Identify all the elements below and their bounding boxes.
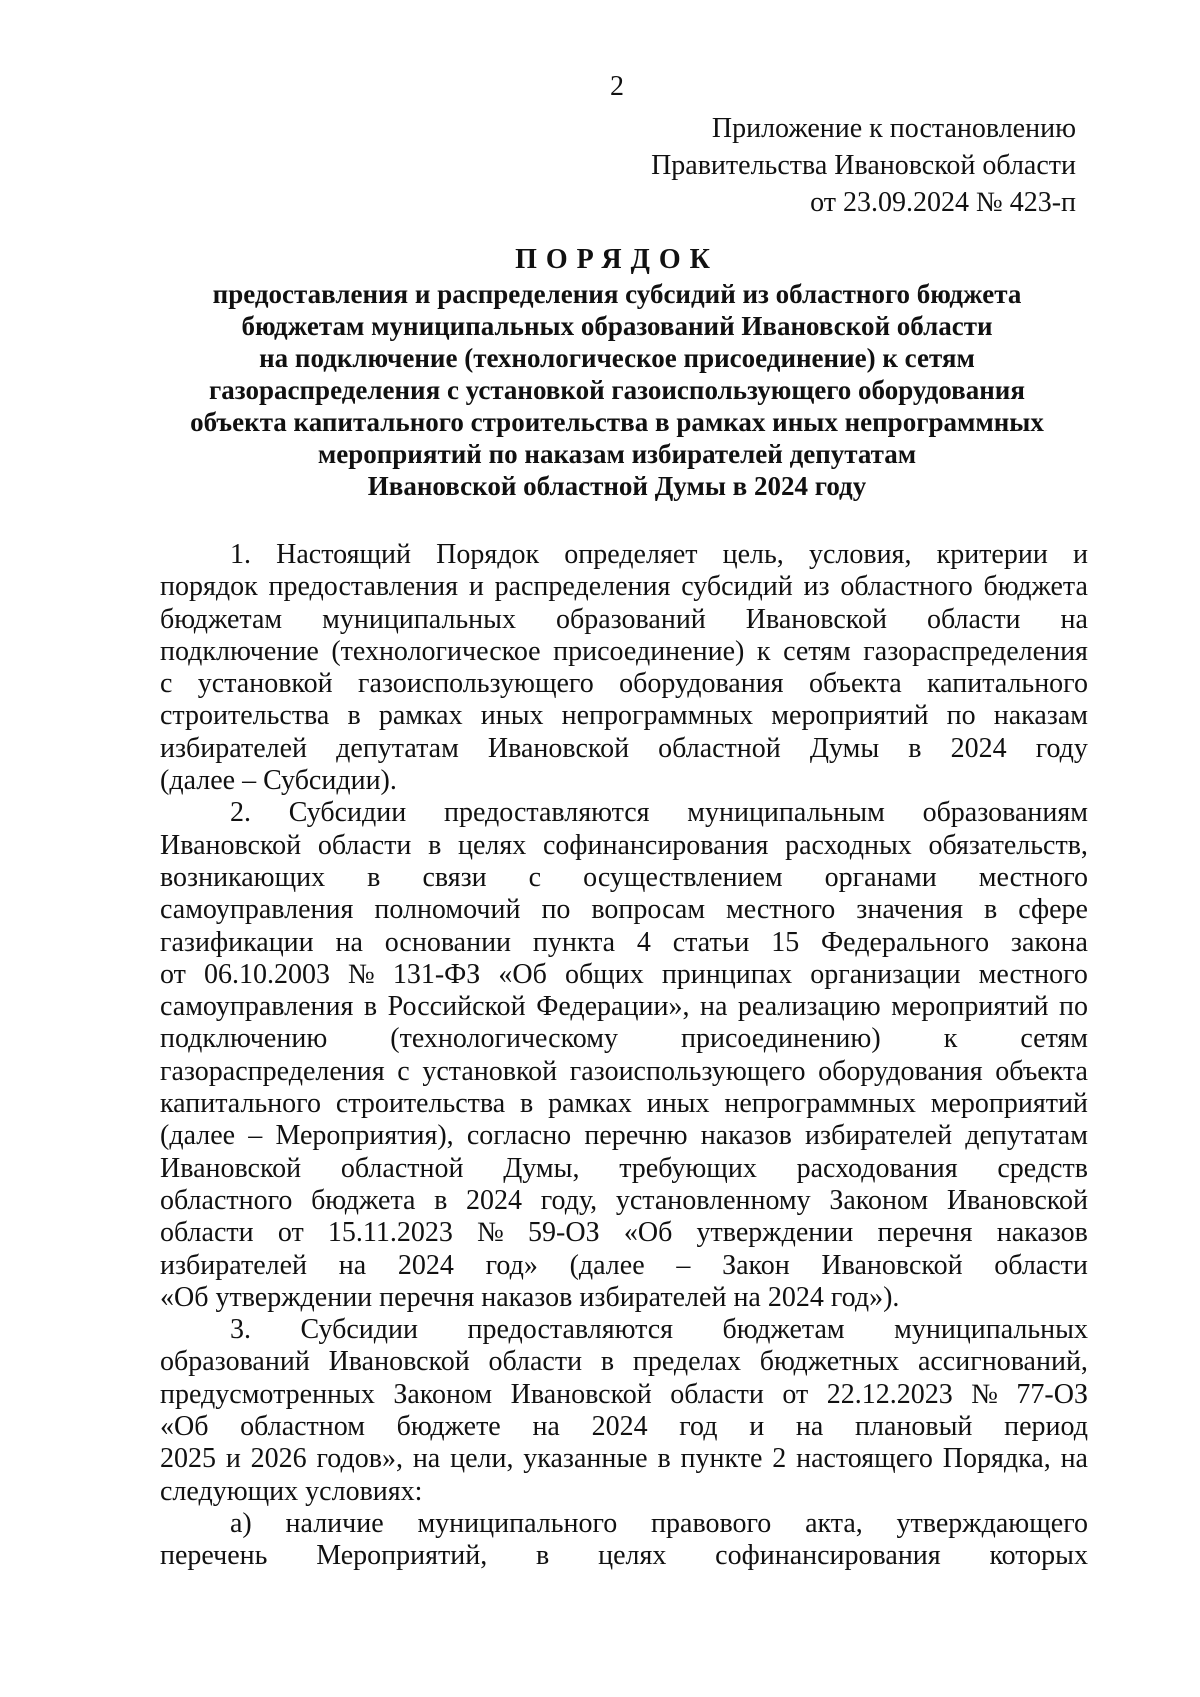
body-line: подключение (технологическое присоединение) к сетям газораспределения bbox=[160, 635, 1088, 667]
body-line: «Об утверждении перечня наказов избирателей на 2024 год»). bbox=[160, 1281, 900, 1313]
body-line: областного бюджета в 2024 году, установленному Законом Ивановской bbox=[160, 1184, 1088, 1216]
body-line: подключению (технологическому присоединению) к сетям bbox=[160, 1023, 1088, 1055]
body-line: газификации на основании пункта 4 статьи 15 Федерального закона bbox=[160, 926, 1088, 958]
body-line: от 06.10.2003 № 131-ФЗ «Об общих принципах организации местного bbox=[160, 958, 1088, 990]
body-line: 1. Настоящий Порядок определяет цель, условия, критерии и bbox=[230, 539, 1088, 570]
body-line: 2025 и 2026 годов», на цели, указанные в пункте 2 настоящего Порядка, на bbox=[160, 1443, 1088, 1475]
body-line: образований Ивановской области в пределах бюджетных ассигнований, bbox=[160, 1346, 1088, 1378]
body-line: «Об областном бюджете на 2024 год и на плановый период bbox=[160, 1411, 1088, 1443]
subtitle-line: бюджетам муниципальных образований Ивановской области bbox=[241, 311, 993, 341]
appendix-line: Приложение к постановлению bbox=[711, 113, 1076, 144]
body-line: Ивановской областной Думы, требующих расходования средств bbox=[160, 1152, 1088, 1184]
document-title: ПОРЯДОК bbox=[515, 244, 719, 275]
appendix-line: от 23.09.2024 № 423-п bbox=[810, 187, 1076, 218]
body-line: перечень Мероприятий, в целях софинансирования которых bbox=[160, 1540, 1088, 1572]
subtitle-line: газораспределения с установкой газоиспользующего оборудования bbox=[209, 375, 1025, 405]
body-line: (далее – Мероприятия), согласно перечню наказов избирателей депутатам bbox=[160, 1120, 1088, 1152]
body-line: избирателей на 2024 год» (далее – Закон Ивановской области bbox=[160, 1249, 1088, 1281]
body-line: 2. Субсидии предоставляются муниципальным образованиям bbox=[230, 797, 1088, 829]
body-line: самоуправления полномочий по вопросам местного значения в сфере bbox=[160, 894, 1088, 926]
body-line: области от 15.11.2023 № 59-ОЗ «Об утверждении перечня наказов bbox=[160, 1217, 1088, 1249]
body-line: капитального строительства в рамках иных непрограммных мероприятий bbox=[160, 1088, 1088, 1120]
body-line: (далее – Субсидии). bbox=[160, 765, 397, 797]
page-number: 2 bbox=[610, 71, 624, 102]
subtitle-line: предоставления и распределения субсидий из областного бюджета bbox=[212, 279, 1022, 309]
body-line: 3. Субсидии предоставляются бюджетам муниципальных bbox=[230, 1314, 1088, 1346]
subtitle-line: Ивановской областной Думы в 2024 году bbox=[367, 471, 867, 501]
subtitle-line: мероприятий по наказам избирателей депутатам bbox=[317, 439, 917, 469]
subtitle-line: объекта капитального строительства в рамках иных непрограммных bbox=[190, 407, 1044, 437]
body-line: порядок предоставления и распределения субсидий из областного бюджета bbox=[160, 571, 1088, 603]
body-text bbox=[160, 539, 1088, 1573]
body-line: возникающих в связи с осуществлением органами местного bbox=[160, 861, 1088, 893]
body-line: избирателей депутатам Ивановской областной Думы в 2024 году bbox=[160, 732, 1088, 764]
body-line: бюджетам муниципальных образований Ивановской области на bbox=[160, 603, 1088, 635]
body-line: самоуправления в Российской Федерации», на реализацию мероприятий по bbox=[160, 991, 1088, 1023]
body-line: следующих условиях: bbox=[160, 1475, 423, 1507]
body-line: Ивановской области в целях софинансирования расходных обязательств, bbox=[160, 829, 1088, 861]
body-line: строительства в рамках иных непрограммных мероприятий по наказам bbox=[160, 700, 1088, 732]
appendix-block bbox=[651, 110, 1076, 221]
body-line: с установкой газоиспользующего оборудования объекта капитального bbox=[160, 668, 1088, 700]
subtitle-line: на подключение (технологическое присоединение) к сетям bbox=[259, 343, 975, 373]
document-subtitle bbox=[0, 278, 1200, 502]
body-line: предусмотренных Законом Ивановской области от 22.12.2023 № 77-ОЗ bbox=[160, 1378, 1088, 1410]
body-line: газораспределения с установкой газоиспользующего оборудования объекта bbox=[160, 1055, 1088, 1087]
appendix-line: Правительства Ивановской области bbox=[651, 150, 1076, 181]
body-line: а) наличие муниципального правового акта, утверждающего bbox=[230, 1507, 1088, 1539]
